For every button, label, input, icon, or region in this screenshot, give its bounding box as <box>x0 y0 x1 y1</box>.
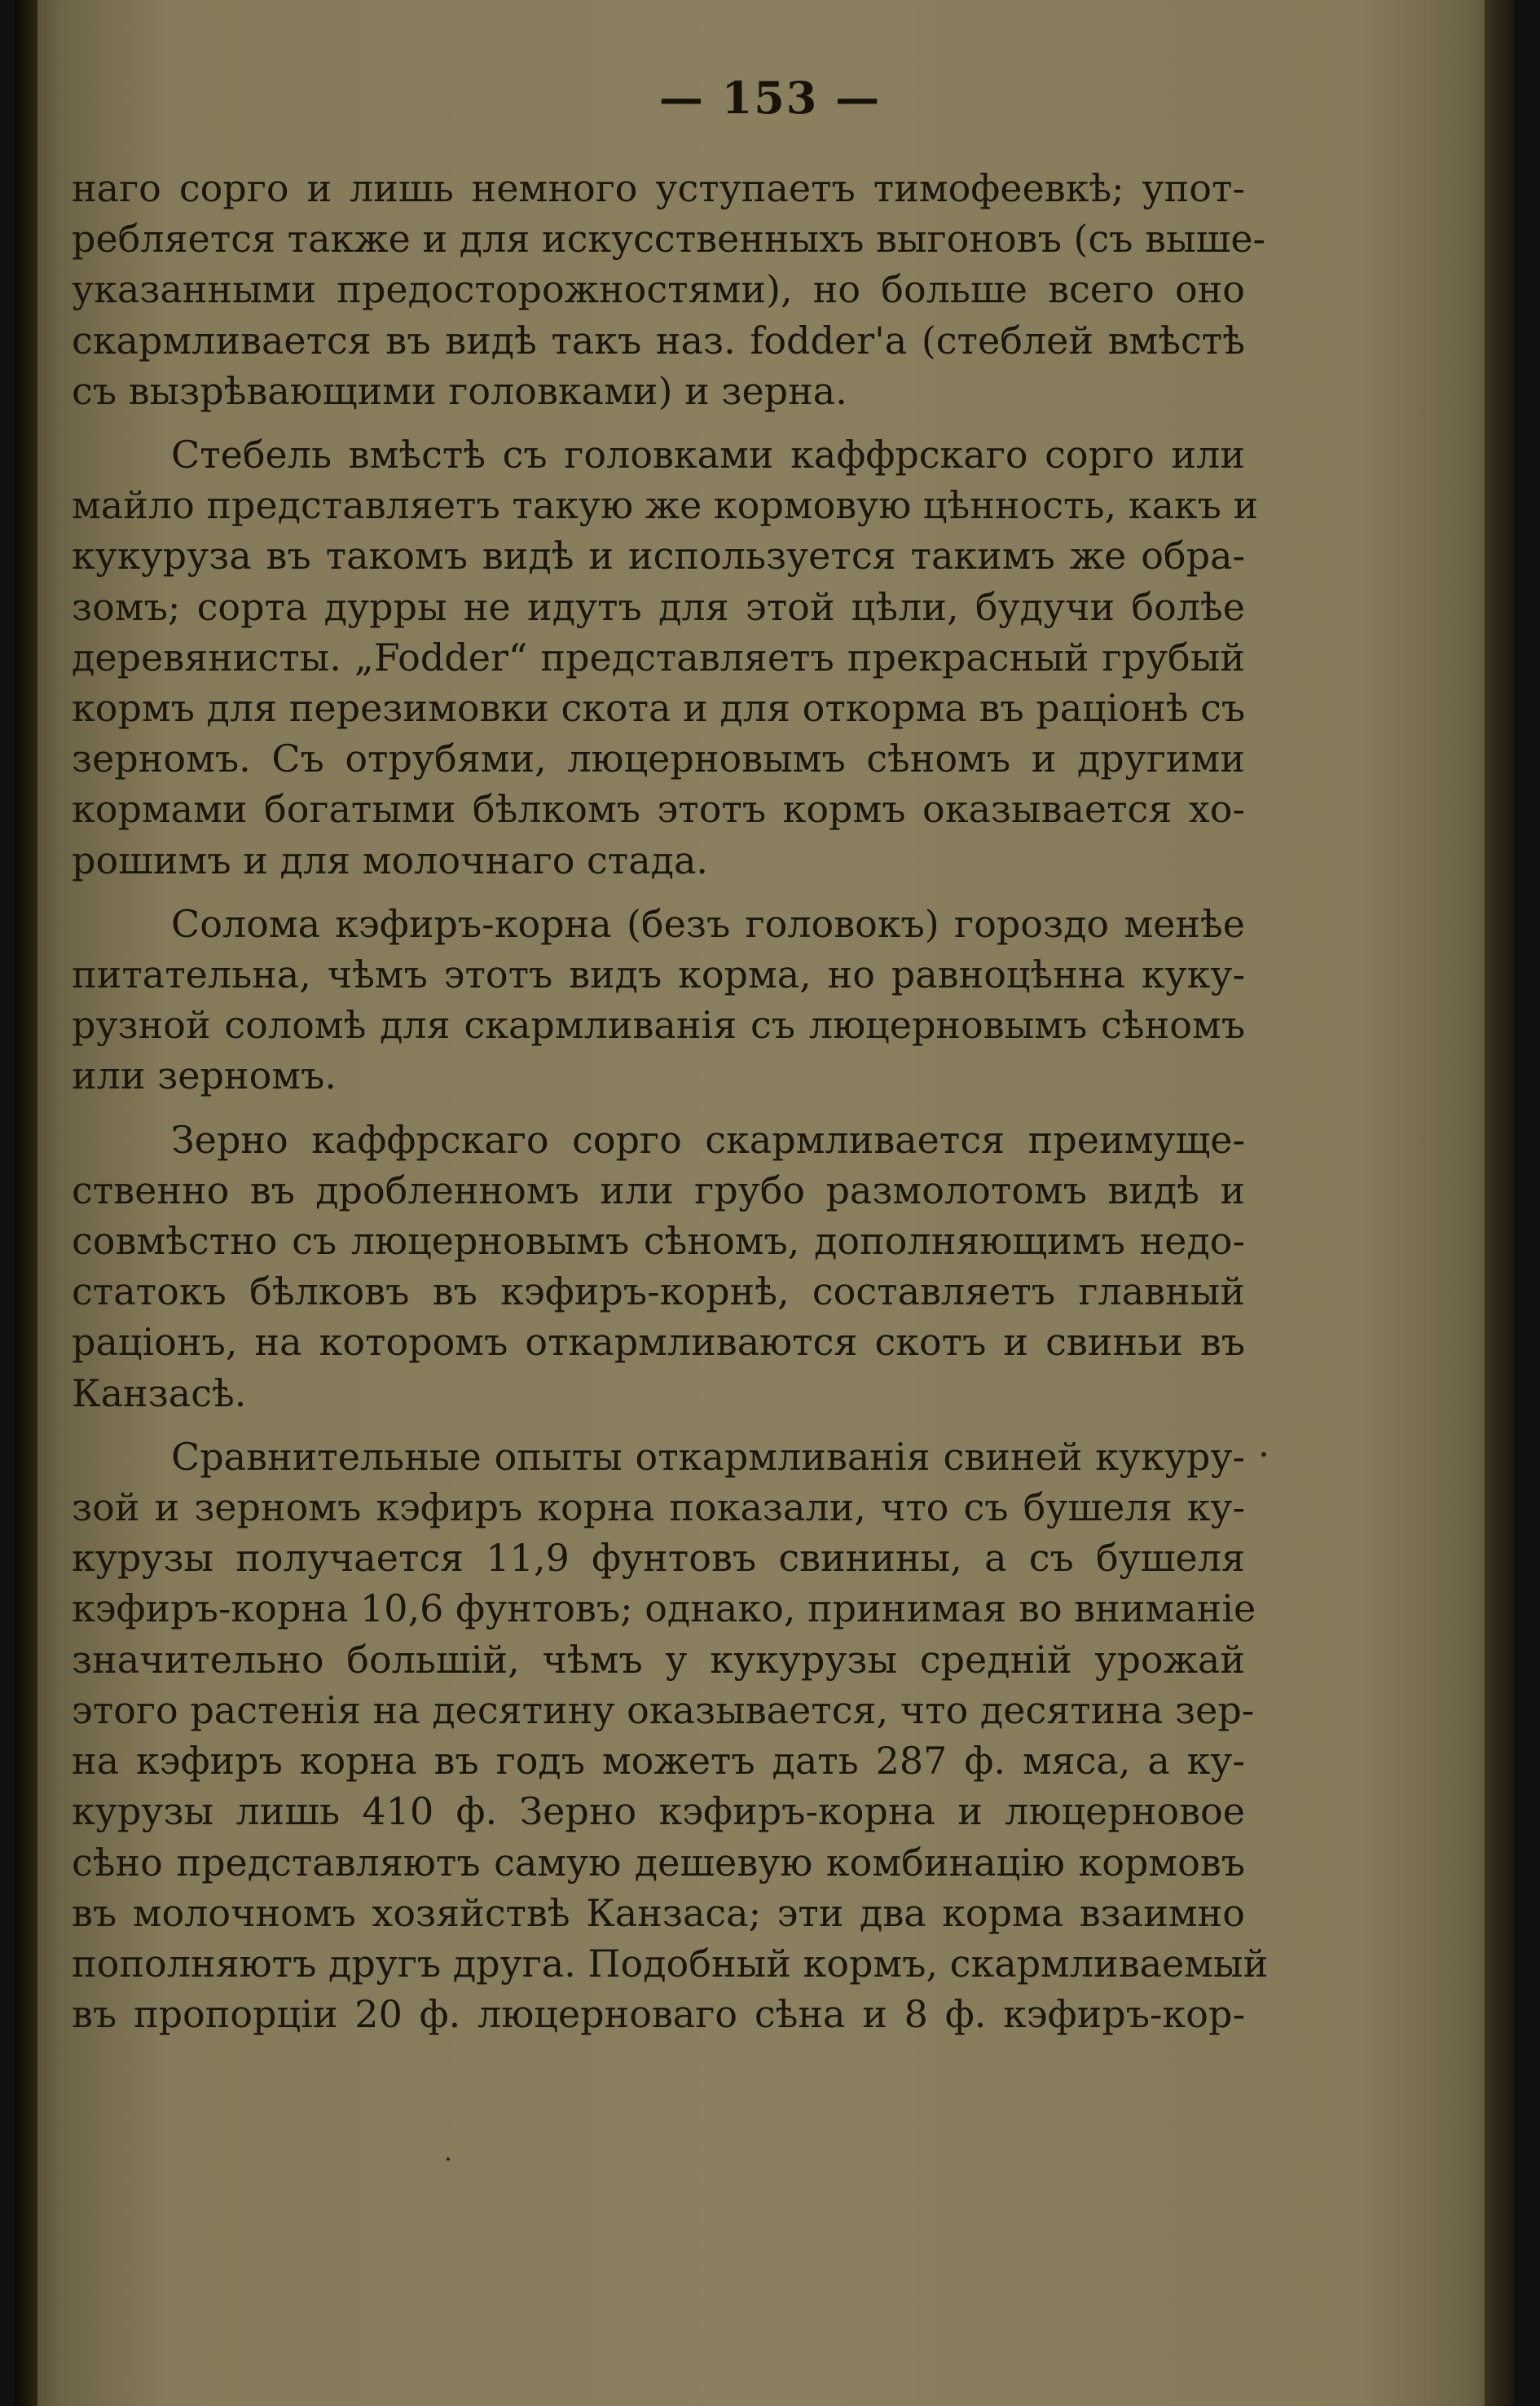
text-line: указанными предосторожностями), но больше всего оно <box>72 267 1245 312</box>
ink-speck <box>447 2157 450 2161</box>
text-line: Канзасѣ. <box>72 1370 247 1415</box>
page-body-text <box>72 163 1269 2039</box>
paragraph <box>72 429 1259 886</box>
text-line: кэфиръ-корна 10,6 фунтовъ; однако, принимая во вниманіе <box>72 1586 1256 1631</box>
page-left-shadow <box>15 0 37 2406</box>
text-line: деревянисты. „Fodder“ представляетъ прекрасный грубый <box>72 635 1245 680</box>
text-line: ственно въ дробленномъ или грубо размолотомъ видѣ и <box>72 1168 1245 1212</box>
paragraph-gap <box>72 1102 1245 1115</box>
page-right-edge <box>1485 0 1514 2406</box>
paragraph <box>72 899 1245 1102</box>
text-line: сѣно представляютъ самую дешевую комбинацію кормовъ <box>72 1840 1245 1885</box>
paragraph <box>72 1432 1269 2039</box>
paragraph-gap <box>72 416 1245 429</box>
text-line: статокъ бѣлковъ въ кэфиръ-корнѣ, составляетъ главный <box>72 1269 1245 1314</box>
text-line: курузы лишь 410 ф. Зерно кэфиръ-корна и люцерновое <box>72 1789 1245 1834</box>
text-line: зомъ; сорта дурры не идутъ для этой цѣли, будучи болѣе <box>72 584 1245 629</box>
paragraph-gap <box>72 1419 1245 1432</box>
text-line: скармливается въ видѣ такъ наз. fodder'а (стеблей вмѣстѣ <box>72 318 1245 363</box>
text-line: кормами богатыми бѣлкомъ этотъ кормъ оказывается хо- <box>72 787 1245 832</box>
text-line: рошимъ и для молочнаго стада. <box>72 838 709 882</box>
text-line: раціонъ, на которомъ откармливаются скотъ и свиньи въ <box>72 1320 1245 1365</box>
text-line: кукуруза въ такомъ видѣ и используется такимъ же обра- <box>72 534 1245 578</box>
page-number: — 153 — <box>658 72 882 124</box>
ink-speck <box>1261 1452 1266 1457</box>
text-line: зерномъ. Съ отрубями, люцерновымъ сѣномъ и другими <box>72 737 1245 781</box>
text-line: въ пропорціи 20 ф. люцерноваго сѣна и 8 ф. кэфиръ-кор- <box>72 1992 1245 2037</box>
text-line: совмѣстно съ люцерновымъ сѣномъ, дополняющимъ недо- <box>72 1219 1245 1264</box>
text-line: питательна, чѣмъ этотъ видъ корма, но равноцѣнна куку- <box>72 952 1245 997</box>
text-line: или зерномъ. <box>72 1053 337 1098</box>
text-line: съ вызрѣвающими головками) и зерна. <box>72 368 847 413</box>
text-line: Солома кэфиръ-корна (безъ головокъ) гороздо менѣе <box>171 901 1245 946</box>
text-line: Сравнительные опыты откармливанія свиней кукуру- <box>171 1434 1245 1479</box>
text-line: зой и зерномъ кэфиръ корна показали, что съ бушеля ку- <box>72 1485 1245 1530</box>
text-line: значительно большій, чѣмъ у кукурузы средній урожай <box>72 1637 1245 1682</box>
paragraph <box>72 1115 1245 1419</box>
text-line: этого растенія на десятину оказывается, что десятина зер- <box>72 1687 1255 1732</box>
text-line: пополняютъ другъ друга. Подобный кормъ, скармливаемый <box>72 1941 1269 1986</box>
paragraph-gap <box>72 886 1245 899</box>
text-line: Зерно каффрскаго сорго скармливается преимуще- <box>171 1117 1245 1162</box>
paragraph <box>72 163 1266 416</box>
text-line: въ молочномъ хозяйствѣ Канзаса; эти два корма взаимно <box>72 1890 1245 1935</box>
text-line: наго сорго и лишь немного уступаетъ тимофеевкѣ; упот- <box>72 166 1245 210</box>
text-line: майло представляетъ такую же кормовую цѣнность, какъ и <box>72 483 1259 528</box>
text-line: рузной соломѣ для скармливанія съ люцерновымъ сѣномъ <box>72 1003 1245 1048</box>
text-line: кормъ для перезимовки скота и для откорма въ раціонѣ съ <box>72 686 1246 731</box>
text-line: на кэфиръ корна въ годъ можетъ дать 287 ф. мяса, а ку- <box>72 1739 1245 1784</box>
text-line: Стебель вмѣстѣ съ головками каффрскаго сорго или <box>171 433 1245 477</box>
text-line: ребляется также и для искусственныхъ выгоновъ (съ выше- <box>72 217 1266 262</box>
text-line: курузы получается 11,9 фунтовъ свинины, а съ бушеля <box>72 1536 1245 1581</box>
